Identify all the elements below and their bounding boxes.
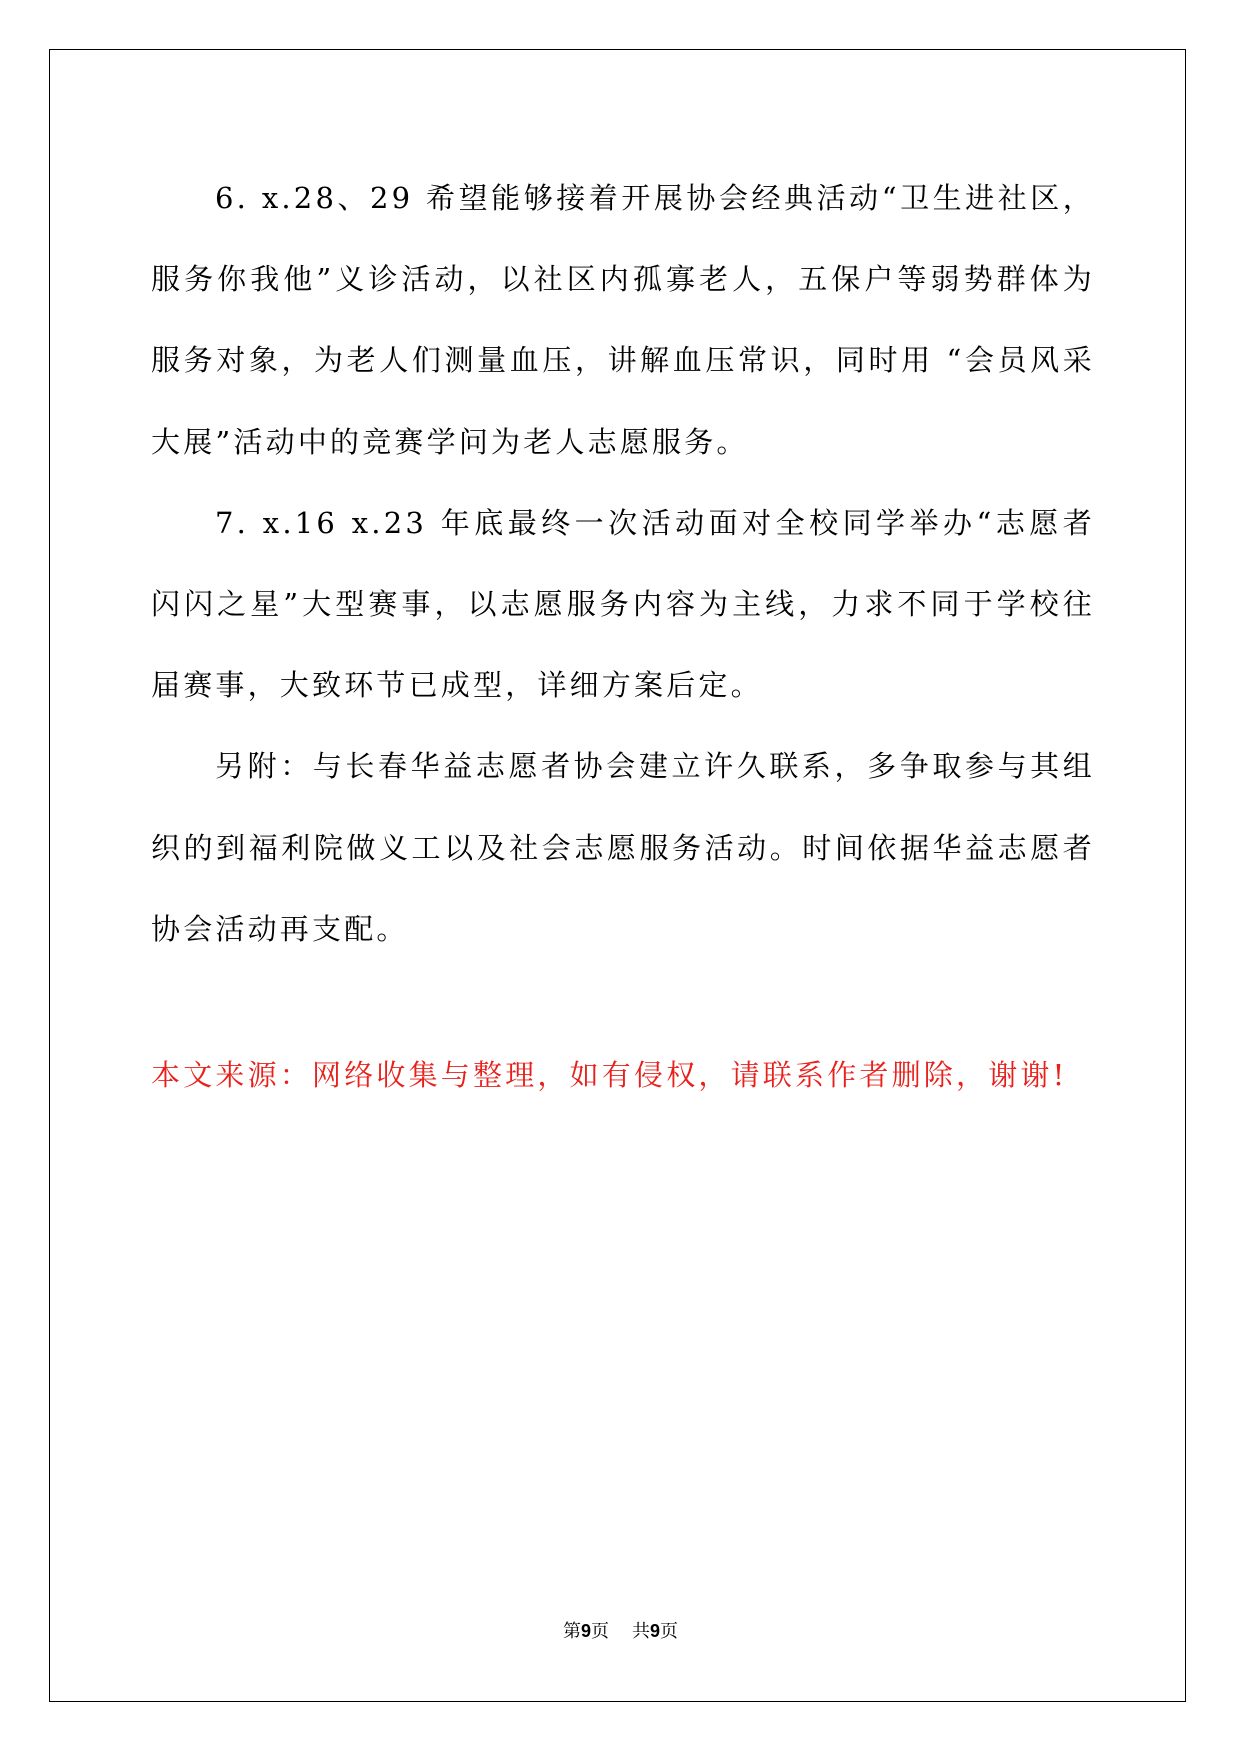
document-body [151, 158, 1095, 970]
source-disclaimer: 本文来源：网络收集与整理，如有侵权，请联系作者删除，谢谢! [151, 1058, 1068, 1092]
footer-total-pages: 9 [649, 1621, 660, 1641]
paragraph-item-7: 7. x.16 x.23 年底最终一次活动面对全校同学举办“志愿者闪闪之星”大型赛事，以志愿服务内容为主线，力求不同于学校往届赛事，大致环节已成型，详细方案后定。 [151, 505, 1095, 703]
paragraph-item-6: 6. x.28、29 希望能够接着开展协会经典活动“卫生进社区，服务你我他”义诊活动，以社区内孤寡老人，五保户等弱势群体为服务对象，为老人们测量血压，讲解血压常识，同时用 “会员风采大展”活动中的竞赛学问为老人志愿服务。 [151, 181, 1095, 459]
page-footer [0, 1619, 1241, 1644]
footer-page-suffix: 页 [591, 1621, 610, 1642]
paragraph-appendix: 另附：与长春华益志愿者协会建立许久联系，多争取参与其组织的到福利院做义工以及社会志愿服务活动。时间依据华益志愿者协会活动再支配。 [151, 749, 1095, 946]
footer-total-suffix: 页 [659, 1621, 678, 1642]
footer-current-page: 9 [581, 1621, 592, 1641]
footer-total-prefix: 共 [631, 1621, 650, 1642]
footer-page-prefix: 第 [563, 1621, 582, 1642]
